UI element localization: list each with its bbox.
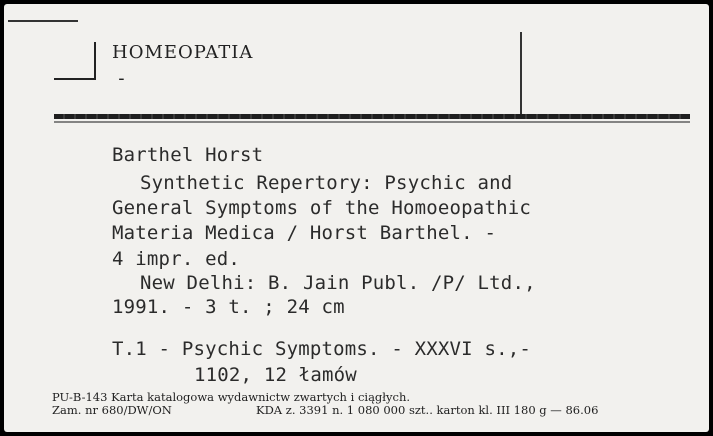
corner-bracket-mark [54, 42, 96, 80]
volume-line-1: T.1 - Psychic Symptoms. - XXXVI s.,- [112, 338, 532, 360]
title-line-2: General Symptoms of the Homoeopathic [112, 197, 532, 219]
top-tick-mark [8, 20, 78, 22]
vertical-divider [520, 32, 522, 114]
footer-line-1: PU-B-143 Karta katalogowa wydawnictw zwartych i ciągłych. [52, 390, 411, 404]
footer-line-2-right: KDA z. 3391 n. 1 080 000 szt.. karton kl. III 180 g — 86.06 [256, 403, 599, 417]
footer-line-2-left: Zam. nr 680/DW/ON [52, 403, 172, 417]
title-line-3: Materia Medica / Horst Barthel. - [112, 222, 497, 244]
author-line: Barthel Horst [112, 144, 264, 166]
volume-line-2: 1102, 12 łamów [194, 364, 357, 386]
publisher-line: New Delhi: B. Jain Publ. /P/ Ltd., [140, 272, 536, 294]
rule-underline [54, 121, 690, 123]
title-line-1: Synthetic Repertory: Psychic and [140, 172, 513, 194]
heavy-rule [54, 114, 690, 119]
catalog-card [4, 4, 709, 432]
subject-heading-dash: - [116, 68, 127, 89]
imprint-line: 1991. - 3 t. ; 24 cm [112, 296, 345, 318]
edition-line: 4 impr. ed. [112, 248, 241, 270]
subject-heading: HOMEOPATIA [112, 42, 254, 63]
